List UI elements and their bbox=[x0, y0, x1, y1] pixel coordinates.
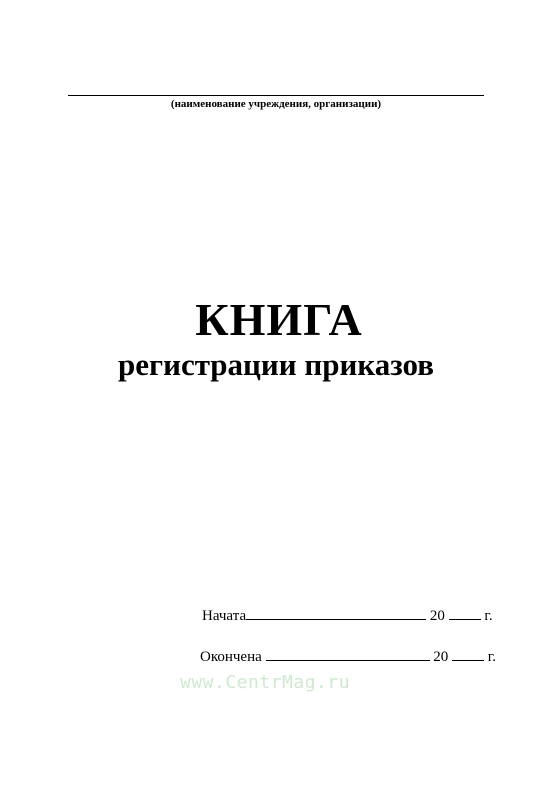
organization-caption: (наименование учреждения, организации) bbox=[170, 98, 382, 110]
start-year-blank bbox=[449, 605, 481, 620]
start-year-prefix: 20 bbox=[429, 608, 445, 624]
start-date-blank bbox=[246, 605, 426, 620]
book-title: КНИГА bbox=[195, 294, 363, 345]
end-date-blank bbox=[266, 646, 430, 661]
book-subtitle: регистрации приказов bbox=[118, 347, 434, 382]
end-year-suffix: г. bbox=[487, 649, 496, 665]
start-year-suffix: г. bbox=[484, 608, 493, 624]
end-year-prefix: 20 bbox=[433, 649, 449, 665]
end-label: Окончена bbox=[200, 649, 262, 665]
end-year-blank bbox=[452, 646, 484, 661]
end-date-row bbox=[200, 646, 496, 666]
watermark-text: www.CentrMag.ru bbox=[180, 672, 351, 693]
organization-name-line bbox=[68, 95, 484, 96]
start-label: Начата bbox=[202, 608, 247, 624]
start-date-row bbox=[202, 605, 493, 625]
